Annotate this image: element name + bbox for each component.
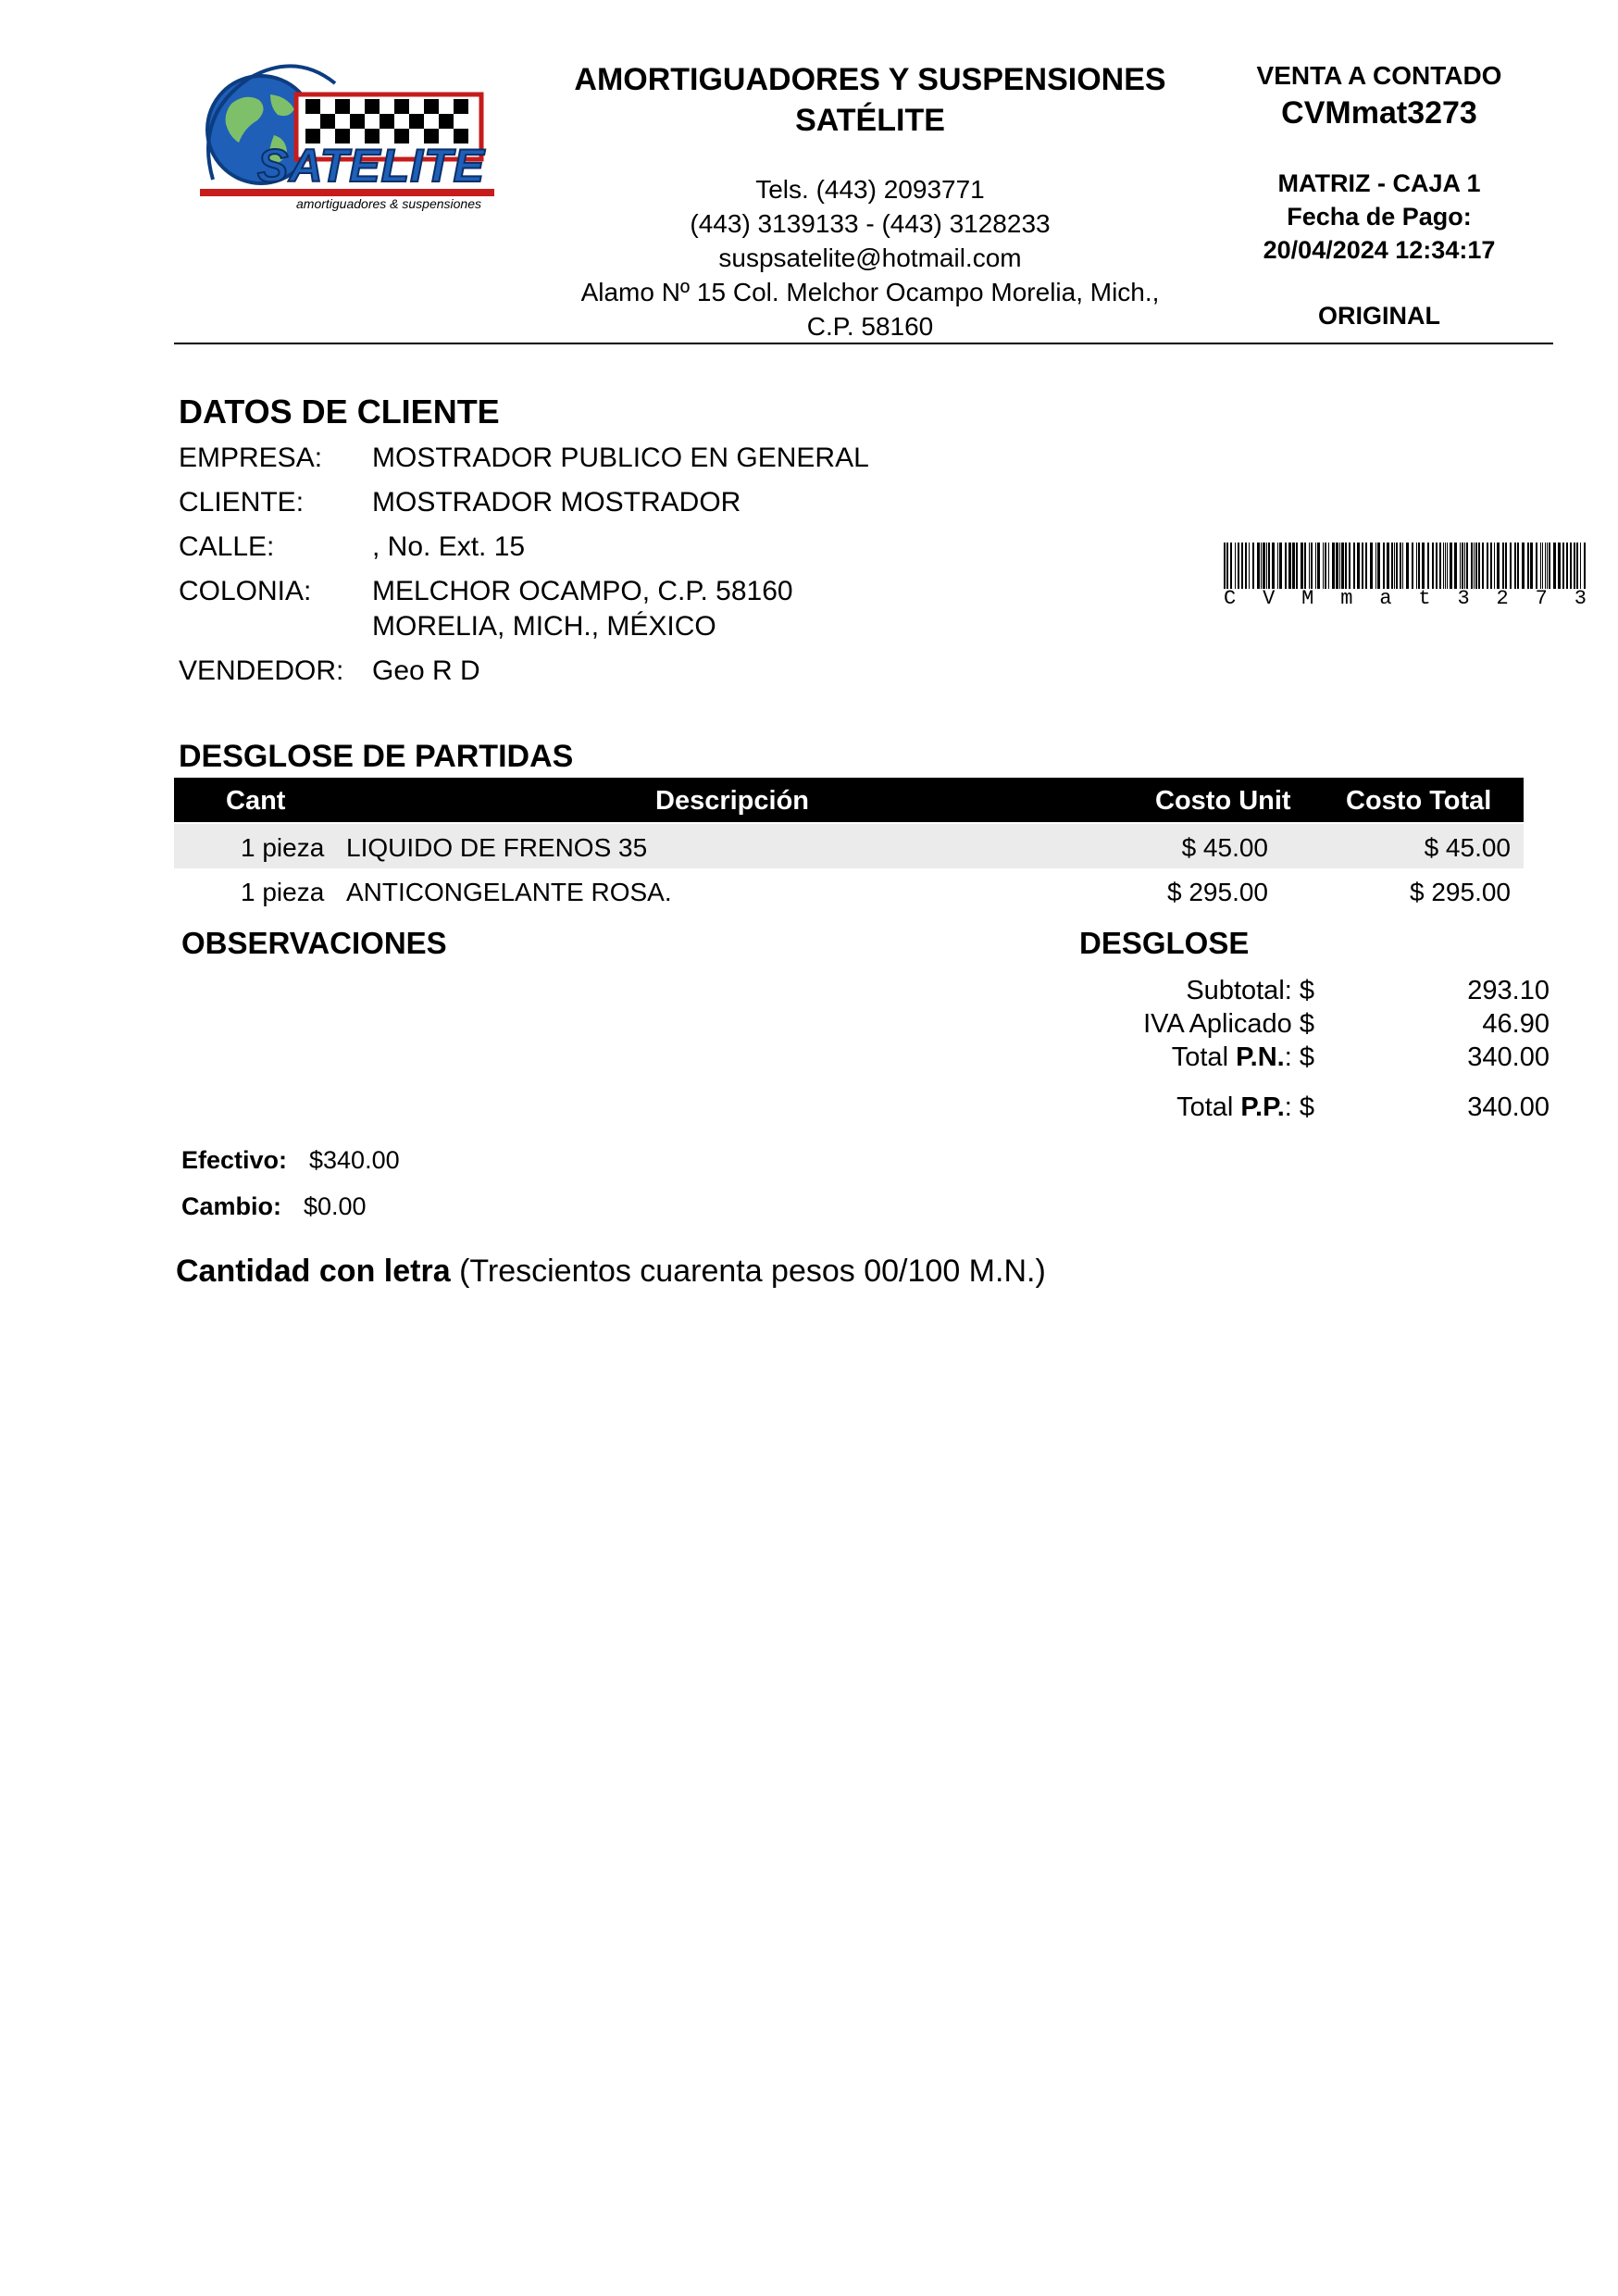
barcode-bar — [1454, 543, 1457, 589]
barcode-bar — [1562, 543, 1564, 589]
barcode-char: C — [1224, 587, 1237, 610]
barcode-char: 2 — [1496, 587, 1509, 610]
cliente-label: CLIENTE: — [179, 487, 305, 518]
barcode-bar — [1288, 543, 1291, 589]
amount-in-words — [176, 1254, 1046, 1290]
barcode-bar — [1460, 543, 1461, 589]
total-pp-suffix: : $ — [1284, 1092, 1314, 1122]
barcode-char: 3 — [1457, 587, 1470, 610]
branch-register: MATRIZ - CAJA 1 — [1277, 169, 1481, 197]
items-section-title: DESGLOSE DE PARTIDAS — [179, 739, 574, 774]
copy-label: ORIGINAL — [1318, 302, 1440, 330]
col-total: Costo Total — [1346, 786, 1492, 816]
barcode-bar — [1576, 543, 1578, 589]
barcode-bar — [1304, 543, 1306, 589]
barcode-bar — [1406, 543, 1409, 589]
header-divider — [174, 343, 1553, 344]
barcode-bar — [1432, 543, 1434, 589]
barcode-bar — [1402, 543, 1403, 589]
total-pp-prefix: Total — [1176, 1092, 1241, 1122]
col-desc: Descripción — [655, 786, 809, 816]
address-line2: C.P. 58160 — [806, 312, 934, 341]
payment-date-label: Fecha de Pago: — [1287, 203, 1472, 231]
barcode-bar — [1443, 543, 1444, 589]
row-unit: $ 45.00 — [1181, 833, 1268, 862]
barcode-bar — [1341, 543, 1344, 589]
phone-line1: Tels. (443) 2093771 — [755, 175, 985, 204]
barcode-bar — [1536, 543, 1537, 589]
email: suspsatelite@hotmail.com — [718, 243, 1022, 272]
barcode-bar — [1328, 543, 1329, 589]
total-pn-value: 340.00 — [1467, 1042, 1550, 1072]
barcode-bar — [1540, 543, 1541, 589]
company-contact — [537, 172, 1203, 343]
row-unit: $ 295.00 — [1167, 878, 1268, 906]
colonia-label: COLONIA: — [179, 576, 312, 606]
barcode-bar — [1482, 543, 1484, 589]
barcode-char: a — [1379, 587, 1392, 610]
barcode-bar — [1245, 543, 1247, 589]
barcode-bar — [1315, 543, 1316, 589]
barcode-char: 7 — [1535, 587, 1548, 610]
barcode-bar — [1394, 543, 1395, 589]
total-pn-suffix: : $ — [1284, 1042, 1314, 1072]
barcode-bar — [1580, 543, 1581, 589]
barcode-bar — [1249, 543, 1250, 589]
barcode-bar — [1400, 543, 1401, 589]
iva-label: IVA Aplicado $ — [1143, 1009, 1314, 1039]
barcode-bar — [1263, 543, 1265, 589]
desglose-title: DESGLOSE — [1079, 926, 1250, 960]
colonia-value-line1: MELCHOR OCAMPO, C.P. 58160 — [372, 576, 793, 606]
barcode-bar — [1375, 543, 1376, 589]
barcode-bar — [1252, 543, 1254, 589]
barcode-bar — [1510, 543, 1512, 589]
barcode-bar — [1462, 543, 1463, 589]
phone-line2: (443) 3139133 - (443) 3128233 — [690, 209, 1051, 238]
barcode-bar — [1311, 543, 1313, 589]
logo-brand: SATELITE — [257, 140, 485, 192]
barcode-bar — [1558, 543, 1561, 589]
barcode-bar — [1574, 543, 1575, 589]
amount-words-text: (Trescientos cuarenta pesos 00/100 M.N.) — [459, 1254, 1046, 1289]
row-cant: 1 pieza — [241, 833, 325, 862]
table-row — [174, 824, 1524, 868]
barcode-bar — [1570, 543, 1572, 589]
barcode-bar — [1377, 543, 1380, 589]
barcode-bar — [1566, 543, 1568, 589]
barcode-bar — [1502, 543, 1504, 589]
barcode-bar — [1514, 543, 1516, 589]
barcode-bar — [1584, 543, 1586, 589]
col-unit: Costo Unit — [1155, 786, 1291, 816]
barcode-bar — [1391, 543, 1393, 589]
barcode-bar — [1450, 543, 1452, 589]
client-section-title: DATOS DE CLIENTE — [179, 393, 500, 430]
barcode-bar — [1317, 543, 1320, 589]
total-pn-label — [1018, 1042, 1314, 1073]
vendedor-value: Geo R D — [372, 655, 480, 686]
company-logo — [194, 57, 500, 233]
barcode-bar — [1349, 543, 1350, 589]
barcode-bar — [1547, 543, 1548, 589]
barcode-bar — [1396, 543, 1398, 589]
barcode-bar — [1383, 543, 1385, 589]
barcode-bar — [1301, 543, 1303, 589]
barcode — [1224, 543, 1587, 589]
row-desc: ANTICONGELANTE ROSA. — [346, 878, 672, 906]
barcode-bar — [1445, 543, 1446, 589]
barcode-bar — [1292, 543, 1295, 589]
barcode-char: 3 — [1574, 587, 1587, 610]
barcode-bar — [1266, 543, 1267, 589]
barcode-bar — [1471, 543, 1473, 589]
barcode-bar — [1517, 543, 1519, 589]
barcode-bar — [1436, 543, 1438, 589]
barcode-bar — [1339, 543, 1340, 589]
calle-value: , No. Ext. 15 — [372, 531, 526, 562]
iva-value: 46.90 — [1482, 1009, 1550, 1039]
branch-info — [1203, 167, 1555, 267]
cambio-value: $0.00 — [304, 1192, 367, 1220]
barcode-bar — [1416, 543, 1417, 589]
barcode-char: M — [1301, 587, 1314, 610]
barcode-text — [1224, 587, 1587, 610]
colonia-value-line2: MORELIA, MICH., MÉXICO — [372, 611, 716, 642]
barcode-bar — [1487, 543, 1488, 589]
barcode-bar — [1309, 543, 1310, 589]
barcode-bar — [1490, 543, 1492, 589]
barcode-bar — [1412, 543, 1413, 589]
barcode-bar — [1527, 543, 1529, 589]
barcode-bar — [1478, 543, 1480, 589]
barcode-bar — [1296, 543, 1298, 589]
cliente-value: MOSTRADOR MOSTRADOR — [372, 487, 741, 518]
barcode-bar — [1497, 543, 1500, 589]
efectivo-value: $340.00 — [309, 1146, 400, 1174]
barcode-bar — [1279, 543, 1282, 589]
empresa-label: EMPRESA: — [179, 443, 323, 473]
barcode-bar — [1285, 543, 1287, 589]
cambio-label: Cambio: — [181, 1192, 281, 1220]
row-total: $ 295.00 — [1410, 878, 1511, 906]
address-line1: Alamo Nº 15 Col. Melchor Ocampo Morelia, Mich., — [580, 278, 1160, 306]
efectivo-label: Efectivo: — [181, 1146, 288, 1174]
amount-words-label: Cantidad con letra — [176, 1254, 451, 1289]
barcode-bar — [1439, 543, 1441, 589]
row-total: $ 45.00 — [1424, 833, 1511, 862]
barcode-bar — [1522, 543, 1525, 589]
calle-label: CALLE: — [179, 531, 275, 562]
barcode-bar — [1387, 543, 1389, 589]
barcode-bar — [1530, 543, 1533, 589]
barcode-bar — [1268, 543, 1270, 589]
barcode-bar — [1235, 543, 1236, 589]
folio-number: CVMmat3273 — [1281, 95, 1477, 131]
empresa-value: MOSTRADOR PUBLICO EN GENERAL — [372, 443, 869, 473]
observaciones-title: OBSERVACIONES — [181, 926, 447, 960]
barcode-bar — [1494, 543, 1495, 589]
barcode-bar — [1226, 543, 1228, 589]
subtotal-label: Subtotal: $ — [1186, 976, 1314, 1005]
barcode-bar — [1345, 543, 1347, 589]
barcode-bar — [1370, 543, 1373, 589]
col-cant: Cant — [226, 786, 286, 816]
barcode-bar — [1466, 543, 1468, 589]
barcode-bar — [1545, 543, 1546, 589]
vendedor-label: VENDEDOR: — [179, 655, 344, 686]
barcode-bar — [1447, 543, 1448, 589]
barcode-bar — [1277, 543, 1278, 589]
total-pp-bold: P.P. — [1240, 1092, 1285, 1122]
barcode-bar — [1549, 543, 1550, 589]
barcode-bar — [1422, 543, 1425, 589]
company-name-line1: AMORTIGUADORES Y SUSPENSIONES — [574, 62, 1166, 97]
barcode-bar — [1323, 543, 1324, 589]
barcode-char: t — [1418, 587, 1431, 610]
items-table-header — [174, 778, 1524, 822]
barcode-bar — [1474, 543, 1475, 589]
barcode-bar — [1464, 543, 1465, 589]
barcode-bar — [1542, 543, 1543, 589]
barcode-bar — [1257, 543, 1260, 589]
company-name — [537, 59, 1203, 141]
subtotal-value: 293.10 — [1467, 976, 1550, 1005]
barcode-bar — [1336, 543, 1338, 589]
table-row — [174, 868, 1524, 913]
logo-tagline: amortiguadores & suspensiones — [296, 196, 482, 211]
barcode-bar — [1553, 543, 1556, 589]
total-pp-value: 340.00 — [1467, 1092, 1550, 1122]
barcode-bar — [1475, 543, 1477, 589]
barcode-bar — [1505, 543, 1507, 589]
barcode-bar — [1365, 543, 1367, 589]
barcode-bar — [1241, 543, 1243, 589]
barcode-char: m — [1340, 587, 1353, 610]
total-pn-prefix: Total — [1171, 1042, 1237, 1072]
row-cant: 1 pieza — [241, 878, 325, 906]
barcode-bar — [1325, 543, 1326, 589]
barcode-bar — [1427, 543, 1429, 589]
barcode-bar — [1224, 543, 1226, 589]
barcode-bar — [1362, 543, 1363, 589]
total-pn-bold: P.N. — [1236, 1042, 1285, 1072]
sale-type: VENTA A CONTADO — [1256, 61, 1502, 90]
barcode-bar — [1357, 543, 1360, 589]
barcode-bar — [1418, 543, 1420, 589]
barcode-bar — [1272, 543, 1275, 589]
total-pp-label — [1018, 1092, 1314, 1123]
company-name-line2: SATÉLITE — [795, 103, 945, 138]
barcode-char: V — [1263, 587, 1276, 610]
payment-date: 20/04/2024 12:34:17 — [1263, 236, 1496, 264]
barcode-bar — [1353, 543, 1355, 589]
barcode-bar — [1332, 543, 1335, 589]
row-desc: LIQUIDO DE FRENOS 35 — [346, 833, 648, 862]
barcode-bar — [1238, 543, 1239, 589]
barcode-bar — [1261, 543, 1262, 589]
barcode-bar — [1230, 543, 1232, 589]
